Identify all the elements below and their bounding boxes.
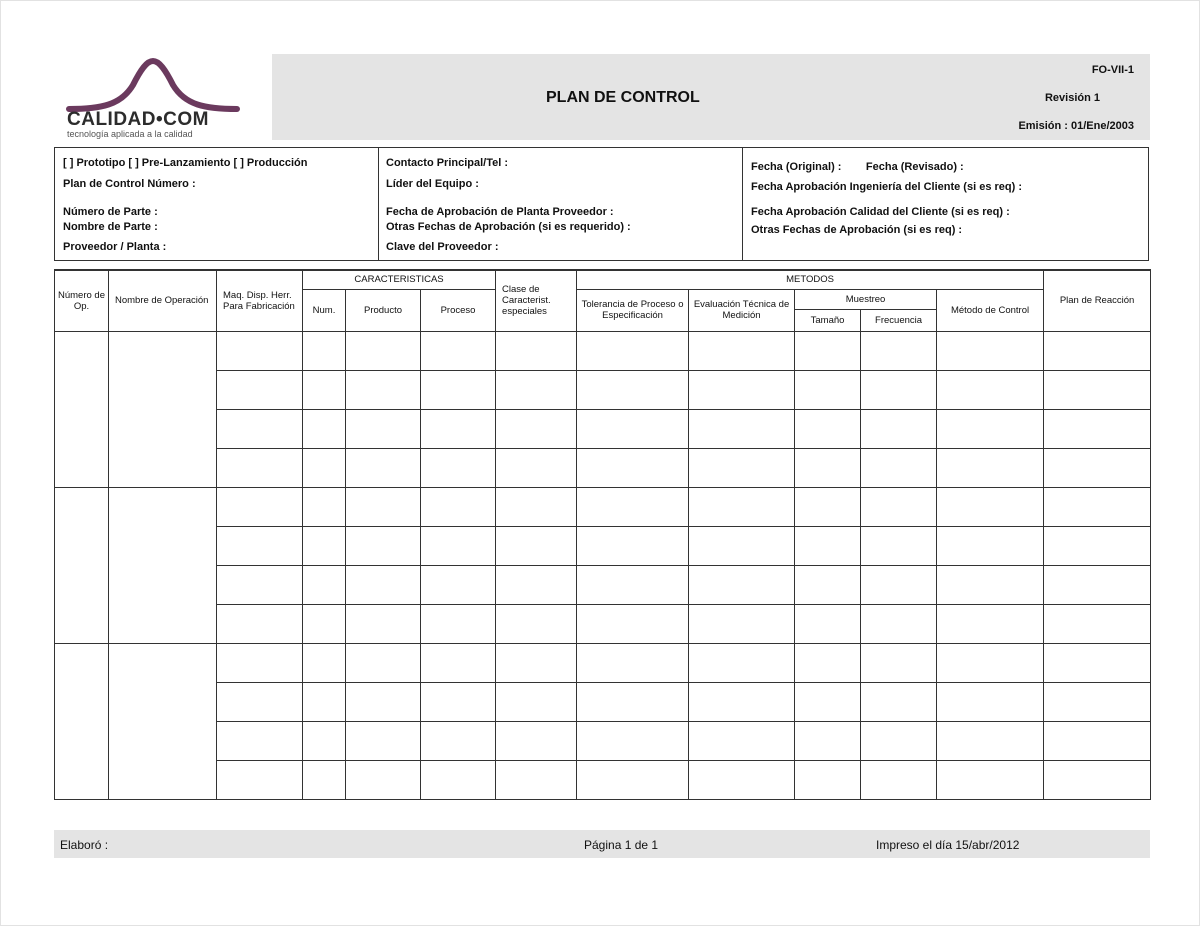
table-row xyxy=(55,448,1151,487)
header-num: Num. xyxy=(303,289,346,331)
table-cell[interactable] xyxy=(795,604,861,643)
table-cell[interactable] xyxy=(421,721,496,760)
table-row xyxy=(55,604,1151,643)
header-control-method: Método de Control xyxy=(937,289,1044,331)
table-cell[interactable] xyxy=(217,682,303,721)
table-cell[interactable] xyxy=(346,370,421,409)
table-cell[interactable] xyxy=(346,448,421,487)
table-cell[interactable] xyxy=(217,448,303,487)
table-cell[interactable] xyxy=(346,604,421,643)
table-cell[interactable] xyxy=(937,409,1044,448)
company-logo xyxy=(61,57,271,141)
table-cell[interactable] xyxy=(937,643,1044,682)
table-cell[interactable] xyxy=(421,643,496,682)
table-cell[interactable] xyxy=(577,370,689,409)
table-cell[interactable] xyxy=(421,370,496,409)
table-cell[interactable] xyxy=(496,760,577,799)
table-cell[interactable] xyxy=(861,643,937,682)
header-product: Producto xyxy=(346,289,421,331)
table-cell[interactable] xyxy=(861,682,937,721)
table-cell[interactable] xyxy=(346,331,421,370)
table-cell[interactable] xyxy=(577,487,689,526)
table-cell[interactable] xyxy=(861,370,937,409)
table-cell[interactable] xyxy=(795,682,861,721)
part-number-field[interactable]: Número de Parte : xyxy=(63,206,158,218)
table-cell[interactable] xyxy=(795,643,861,682)
table-cell[interactable] xyxy=(689,604,795,643)
table-cell[interactable] xyxy=(421,409,496,448)
table-cell[interactable] xyxy=(303,487,346,526)
table-cell[interactable] xyxy=(795,331,861,370)
table-row xyxy=(55,643,1151,682)
table-cell[interactable] xyxy=(937,604,1044,643)
table-cell[interactable] xyxy=(421,760,496,799)
table-cell[interactable] xyxy=(346,682,421,721)
table-cell[interactable] xyxy=(1044,682,1151,721)
supplier-plant-field[interactable]: Proveedor / Planta : xyxy=(63,241,167,253)
table-cell[interactable] xyxy=(217,643,303,682)
op-number-cell[interactable] xyxy=(55,487,109,643)
op-name-cell[interactable] xyxy=(109,487,217,643)
op-name-cell[interactable] xyxy=(109,331,217,487)
page-number: Página 1 de 1 xyxy=(584,838,659,852)
logo-name: CALIDAD•COM xyxy=(67,109,209,130)
info-column-1 xyxy=(55,148,379,260)
table-cell[interactable] xyxy=(577,526,689,565)
table-row xyxy=(55,760,1151,799)
team-leader-field[interactable]: Líder del Equipo : xyxy=(386,178,479,190)
table-cell[interactable] xyxy=(689,487,795,526)
table-cell[interactable] xyxy=(577,760,689,799)
header-op-number: Número de Op. xyxy=(55,270,109,331)
table-cell[interactable] xyxy=(303,604,346,643)
footer-band xyxy=(54,830,1150,858)
table-cell[interactable] xyxy=(346,760,421,799)
table-cell[interactable] xyxy=(689,331,795,370)
table-cell[interactable] xyxy=(861,721,937,760)
table-cell[interactable] xyxy=(303,643,346,682)
header-op-name: Nombre de Operación xyxy=(109,270,217,331)
table-cell[interactable] xyxy=(689,409,795,448)
table-cell[interactable] xyxy=(577,565,689,604)
table-cell[interactable] xyxy=(795,409,861,448)
table-cell[interactable] xyxy=(496,448,577,487)
table-row xyxy=(55,487,1151,526)
table-cell[interactable] xyxy=(1044,604,1151,643)
table-cell[interactable] xyxy=(217,526,303,565)
table-cell[interactable] xyxy=(303,526,346,565)
table-cell[interactable] xyxy=(1044,526,1151,565)
table-cell[interactable] xyxy=(1044,448,1151,487)
dates-field[interactable]: Fecha (Original) : Fecha (Revisado) : xyxy=(751,161,964,173)
table-cell[interactable] xyxy=(577,448,689,487)
table-cell[interactable] xyxy=(861,604,937,643)
plan-number-field[interactable]: Plan de Control Número : xyxy=(63,178,196,190)
table-cell[interactable] xyxy=(937,721,1044,760)
header-evaluation: Evaluación Técnica de Medición xyxy=(689,289,795,331)
bell-curve-icon xyxy=(61,57,271,117)
table-cell[interactable] xyxy=(689,760,795,799)
header-tolerance: Tolerancia de Proceso o Especificación xyxy=(577,289,689,331)
table-cell[interactable] xyxy=(346,643,421,682)
table-cell[interactable] xyxy=(1044,721,1151,760)
table-row xyxy=(55,682,1151,721)
header-special-class: Clase de Caracterist. especiales xyxy=(496,270,577,331)
table-cell[interactable] xyxy=(217,565,303,604)
table-cell[interactable] xyxy=(577,331,689,370)
header-machine: Maq. Disp. Herr. Para Fabricación xyxy=(217,270,303,331)
table-cell[interactable] xyxy=(861,409,937,448)
control-plan-table xyxy=(54,269,1151,800)
table-cell[interactable] xyxy=(937,760,1044,799)
emission-date: Emisión : 01/Ene/2003 xyxy=(1018,120,1134,132)
table-cell[interactable] xyxy=(577,604,689,643)
table-cell[interactable] xyxy=(577,409,689,448)
table-cell[interactable] xyxy=(1044,565,1151,604)
supplier-code-field[interactable]: Clave del Proveedor : xyxy=(386,241,499,253)
info-column-3 xyxy=(742,148,1150,260)
table-cell[interactable] xyxy=(577,643,689,682)
table-cell[interactable] xyxy=(795,448,861,487)
table-cell[interactable] xyxy=(496,370,577,409)
table-cell[interactable] xyxy=(346,565,421,604)
op-name-cell[interactable] xyxy=(109,643,217,799)
table-cell[interactable] xyxy=(217,760,303,799)
table-cell[interactable] xyxy=(421,331,496,370)
table-cell[interactable] xyxy=(937,448,1044,487)
table-cell[interactable] xyxy=(303,565,346,604)
header-process: Proceso xyxy=(421,289,496,331)
table-cell[interactable] xyxy=(937,331,1044,370)
table-cell[interactable] xyxy=(421,448,496,487)
table-cell[interactable] xyxy=(1044,331,1151,370)
table-cell[interactable] xyxy=(689,682,795,721)
table-cell[interactable] xyxy=(421,604,496,643)
table-cell[interactable] xyxy=(689,643,795,682)
table-cell[interactable] xyxy=(861,487,937,526)
table-cell[interactable] xyxy=(217,721,303,760)
header-reaction-plan: Plan de Reacción xyxy=(1044,270,1151,331)
quality-approval-field[interactable]: Fecha Aprobación Calidad del Cliente (si es req) : xyxy=(751,206,1010,218)
table-cell[interactable] xyxy=(795,526,861,565)
table-row xyxy=(55,721,1151,760)
part-name-field[interactable]: Nombre de Parte : xyxy=(63,221,158,233)
table-cell[interactable] xyxy=(496,721,577,760)
page-title: PLAN DE CONTROL xyxy=(546,89,700,106)
table-body xyxy=(55,331,1151,799)
printed-date: Impreso el día 15/abr/2012 xyxy=(876,838,1020,852)
table-cell[interactable] xyxy=(303,682,346,721)
table-cell[interactable] xyxy=(689,448,795,487)
table-row xyxy=(55,370,1151,409)
revision: Revisión 1 xyxy=(1044,92,1100,104)
header-sampling: Muestreo xyxy=(795,289,937,309)
table-cell[interactable] xyxy=(303,370,346,409)
table-row xyxy=(55,565,1151,604)
table-cell[interactable] xyxy=(217,331,303,370)
table-cell[interactable] xyxy=(937,565,1044,604)
table-cell[interactable] xyxy=(217,604,303,643)
op-number-cell[interactable] xyxy=(55,643,109,799)
table-cell[interactable] xyxy=(303,721,346,760)
table-row xyxy=(55,409,1151,448)
info-column-2 xyxy=(378,148,743,260)
table-cell[interactable] xyxy=(303,331,346,370)
table-cell[interactable] xyxy=(346,487,421,526)
stage-options[interactable]: [ ] Prototipo [ ] Pre-Lanzamiento [ ] Producción xyxy=(63,157,308,169)
table-cell[interactable] xyxy=(861,760,937,799)
main-contact-field[interactable]: Contacto Principal/Tel : xyxy=(386,157,509,169)
header-characteristics: CARACTERISTICAS xyxy=(303,270,496,289)
header-size: Tamaño xyxy=(795,309,861,331)
table-cell[interactable] xyxy=(795,760,861,799)
table-cell[interactable] xyxy=(937,526,1044,565)
header-frequency: Frecuencia xyxy=(861,309,937,331)
table-cell[interactable] xyxy=(1044,487,1151,526)
table-cell[interactable] xyxy=(217,409,303,448)
header-methods: METODOS xyxy=(577,270,1044,289)
prepared-by: Elaboró : xyxy=(60,838,109,852)
table-cell[interactable] xyxy=(689,370,795,409)
table-cell[interactable] xyxy=(496,409,577,448)
table-cell[interactable] xyxy=(861,448,937,487)
table-cell[interactable] xyxy=(303,760,346,799)
table-cell[interactable] xyxy=(937,487,1044,526)
table-cell[interactable] xyxy=(577,682,689,721)
plant-approval-date-field[interactable]: Fecha de Aprobación de Planta Proveedor : xyxy=(386,206,614,218)
table-cell[interactable] xyxy=(496,643,577,682)
table-cell[interactable] xyxy=(1044,760,1151,799)
table-cell[interactable] xyxy=(346,409,421,448)
table-cell[interactable] xyxy=(346,721,421,760)
title-band xyxy=(272,54,1150,140)
table-cell[interactable] xyxy=(795,370,861,409)
table-cell[interactable] xyxy=(861,565,937,604)
table-cell[interactable] xyxy=(861,526,937,565)
table-cell[interactable] xyxy=(689,526,795,565)
table-cell[interactable] xyxy=(496,487,577,526)
table-cell[interactable] xyxy=(937,682,1044,721)
table-row xyxy=(55,526,1151,565)
table-cell[interactable] xyxy=(1044,643,1151,682)
table-cell[interactable] xyxy=(496,682,577,721)
logo-tagline: tecnología aplicada a la calidad xyxy=(67,129,193,139)
table-cell[interactable] xyxy=(346,526,421,565)
engineering-approval-field[interactable]: Fecha Aprobación Ingeniería del Cliente (si es req) : xyxy=(751,181,1022,193)
table-cell[interactable] xyxy=(577,721,689,760)
op-number-cell[interactable] xyxy=(55,331,109,487)
table-cell[interactable] xyxy=(1044,370,1151,409)
table-cell[interactable] xyxy=(795,721,861,760)
table-cell[interactable] xyxy=(303,448,346,487)
table-cell[interactable] xyxy=(861,331,937,370)
table-cell[interactable] xyxy=(496,526,577,565)
table-cell[interactable] xyxy=(217,370,303,409)
table-cell[interactable] xyxy=(496,565,577,604)
table-row xyxy=(55,331,1151,370)
table-cell[interactable] xyxy=(421,565,496,604)
table-cell[interactable] xyxy=(1044,409,1151,448)
table-cell[interactable] xyxy=(217,487,303,526)
other-approvals-field[interactable]: Otras Fechas de Aprobación (si es req) : xyxy=(751,224,963,236)
table-cell[interactable] xyxy=(937,370,1044,409)
table-cell[interactable] xyxy=(795,487,861,526)
table-cell[interactable] xyxy=(421,526,496,565)
table-cell[interactable] xyxy=(421,682,496,721)
other-approval-dates-field[interactable]: Otras Fechas de Aprobación (si es requerido) : xyxy=(386,221,631,233)
form-code: FO-VII-1 xyxy=(1091,64,1134,76)
table-cell[interactable] xyxy=(496,331,577,370)
table-cell[interactable] xyxy=(689,721,795,760)
table-cell[interactable] xyxy=(421,487,496,526)
table-cell[interactable] xyxy=(689,565,795,604)
table-cell[interactable] xyxy=(303,409,346,448)
table-cell[interactable] xyxy=(795,565,861,604)
info-box xyxy=(54,147,1149,261)
table-cell[interactable] xyxy=(496,604,577,643)
